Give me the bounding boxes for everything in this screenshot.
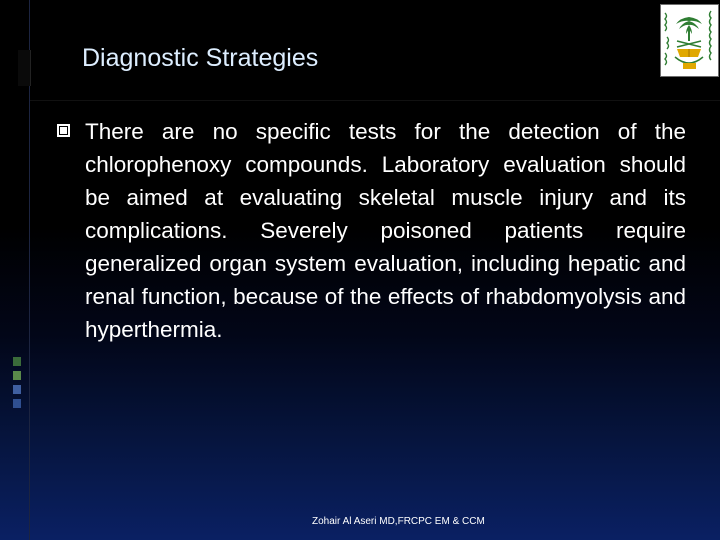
header-divider-line — [30, 100, 720, 101]
bullet-square-icon — [57, 124, 70, 137]
side-bar-blue-2 — [13, 399, 21, 408]
slide-title: Diagnostic Strategies — [82, 44, 319, 72]
side-accent-bars — [13, 357, 21, 413]
slide-body — [57, 115, 686, 346]
slide-footer: Zohair Al Aseri MD,FRCPC EM & CCM — [312, 516, 485, 527]
body-paragraph: There are no specific tests for the detection of the chlorophenoxy compounds. Laboratory evaluation should be aimed at evaluating skeletal muscle injury and its complications. Severely poisoned patients require generalized organ system evaluation, including hepatic and renal function, because of the effects of rhabdomyolysis and hyperthermia. — [85, 119, 686, 342]
king-saud-university-emblem-icon — [660, 4, 719, 77]
side-bar-blue-1 — [13, 385, 21, 394]
side-bar-green-2 — [13, 371, 21, 380]
side-bar-green-1 — [13, 357, 21, 366]
left-accent-block — [18, 50, 31, 86]
